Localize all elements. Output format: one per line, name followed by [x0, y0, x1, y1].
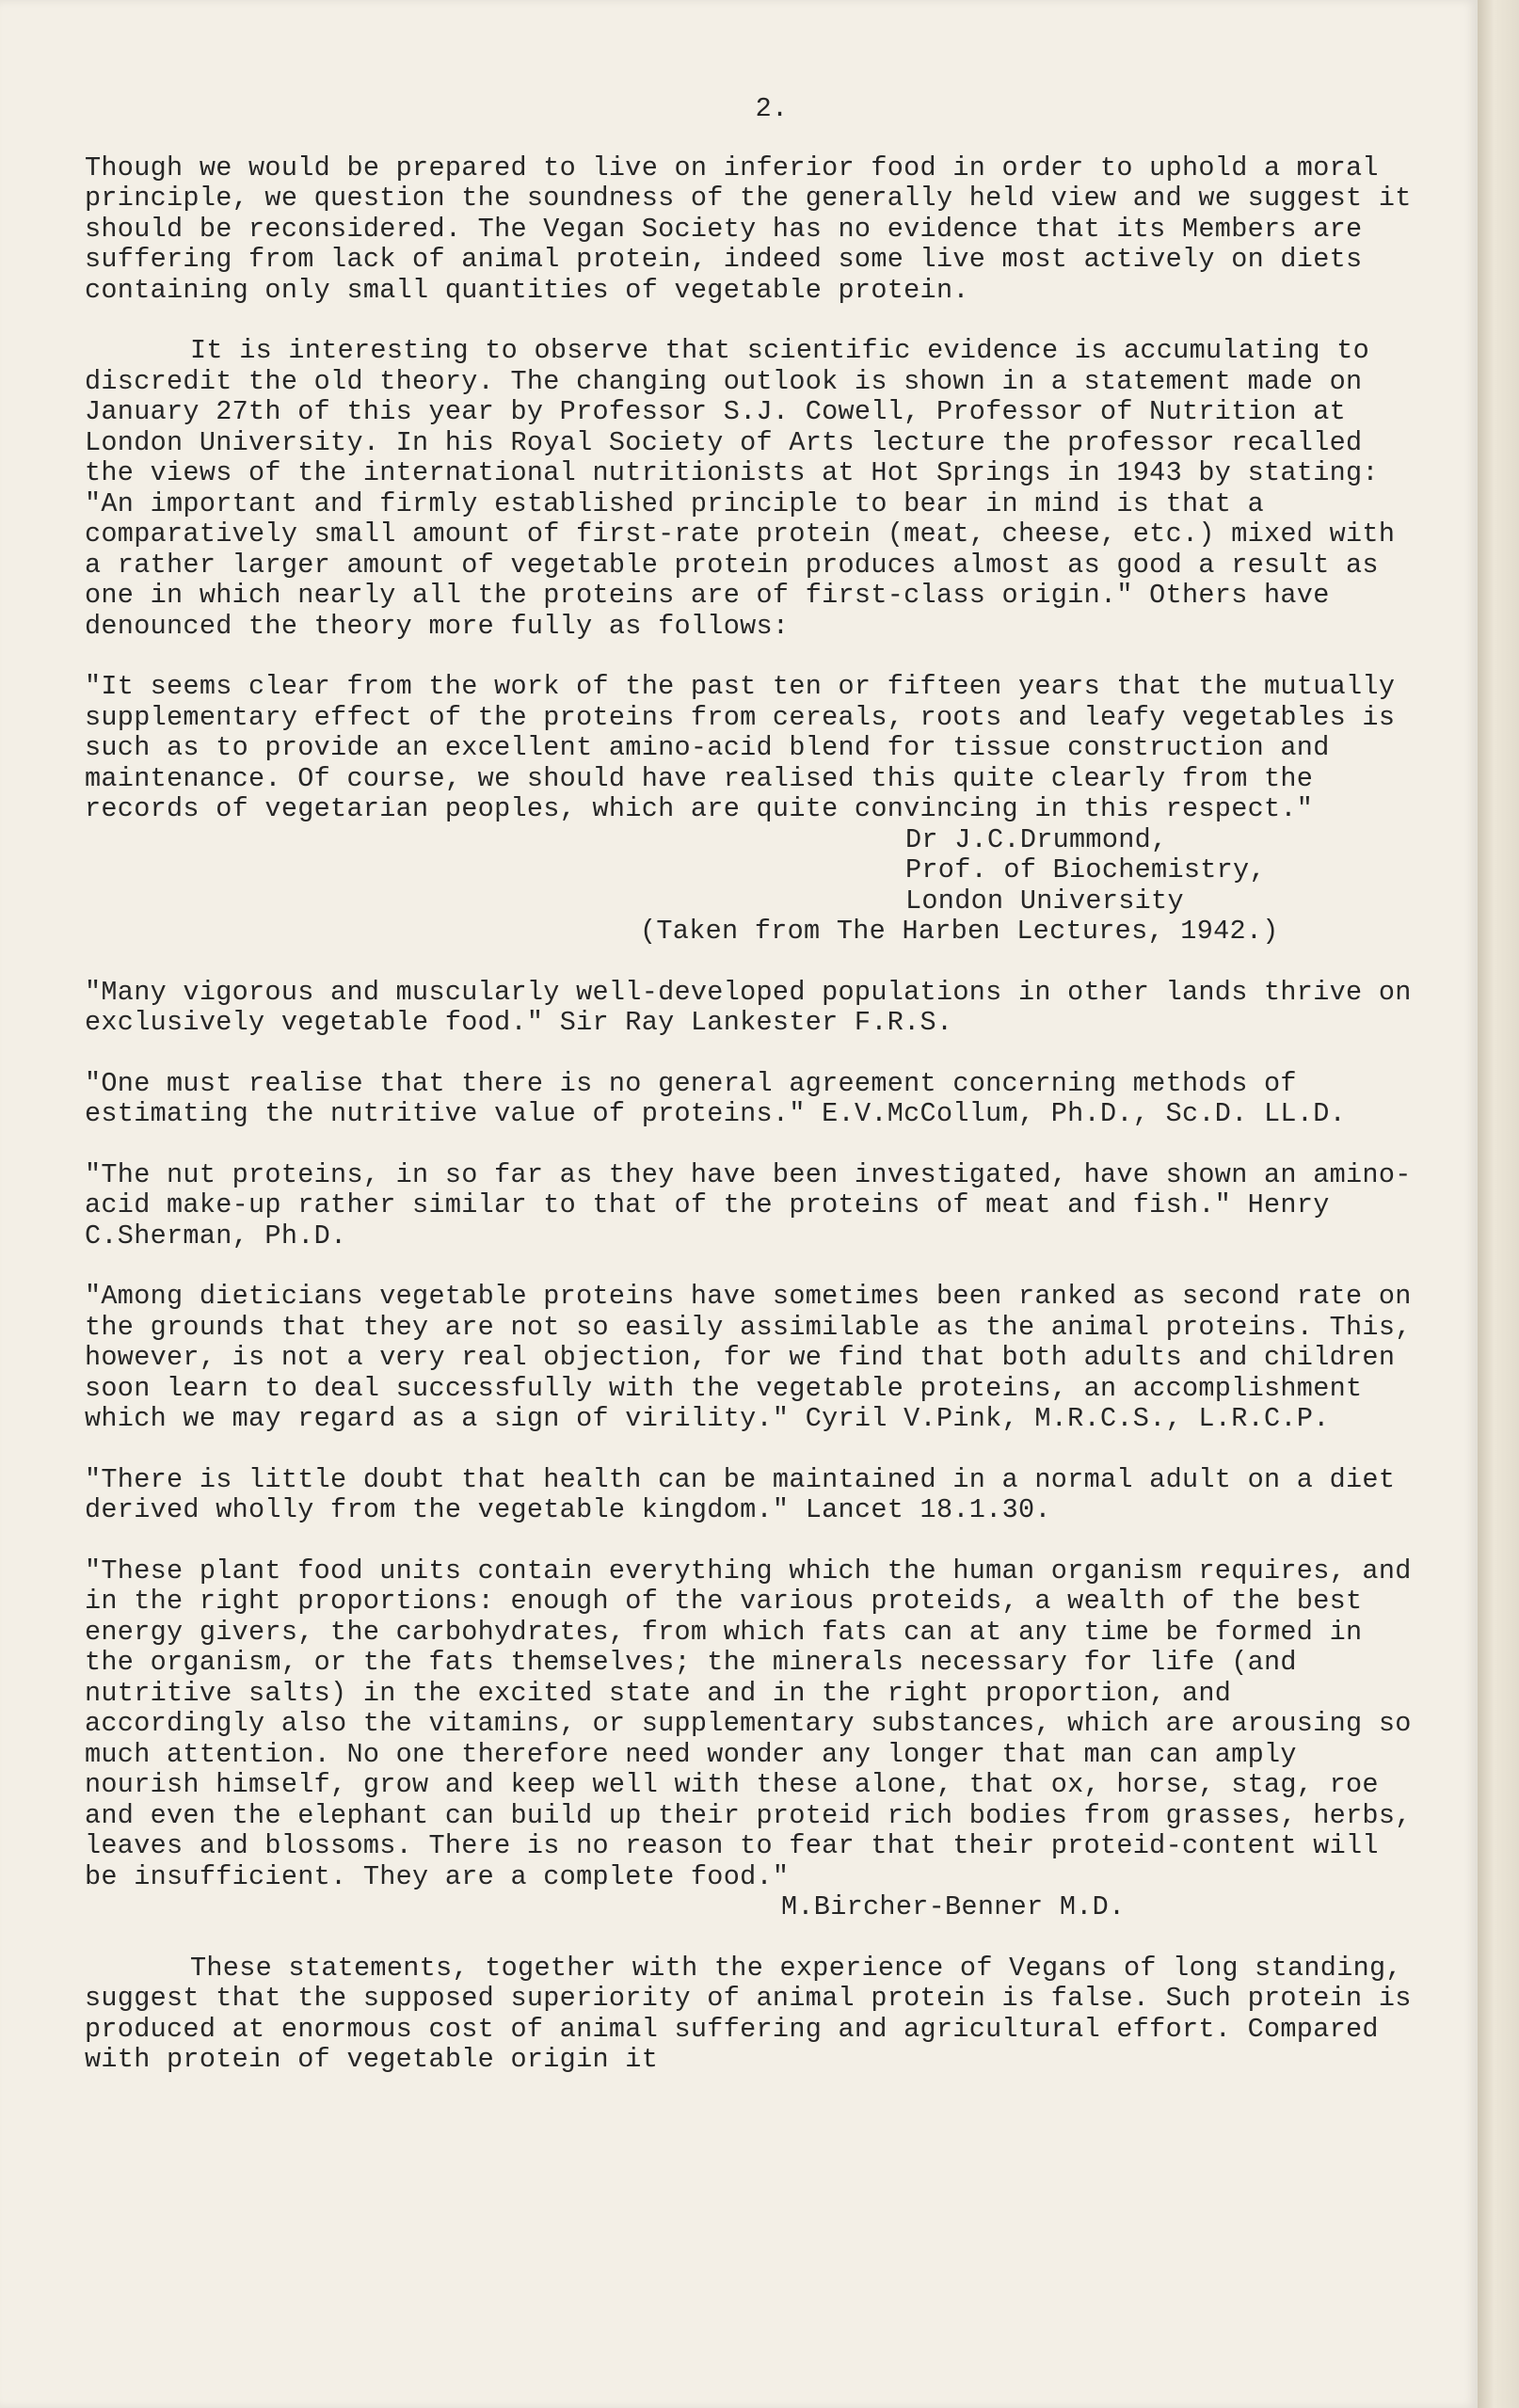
- quote-attribution-institution: London University: [905, 885, 1184, 917]
- quote-bircher-benner: [85, 1556, 1421, 1923]
- quote-sherman: [85, 1160, 1421, 1252]
- quote-drummond: [85, 672, 1421, 948]
- quote-text: "There is little doubt that health can be maintained in a normal adult on a diet derived wholly from the vegetable kingdom.": [85, 1463, 1396, 1525]
- quote-text: "These plant food units contain everything which the human organism requires, and in the right proportions: enough of the various proteids, a wealth of the best energy givers, the carbohydrates, from which fats can at any time be formed in the organism, or the fats themselves; the minerals necessary for life (and nutritive salts) in the excited state and in the right proportion, and accordingly also the vitamins, or supplementary substances, which are arousing so much attention. No one therefore need wonder any longer that man can amply nourish himself, grow and keep well with these alone, that ox, horse, stag, roe and even the elephant can build up their proteid rich bodies from grasses, herbs, leaves and blossoms. There is no reason to fear that their proteid-content will be insufficient. They are a complete food.": [85, 1555, 1412, 1892]
- quote-attribution: Lancet 18.1.30.: [805, 1494, 1051, 1525]
- quote-attribution-title: Prof. of Biochemistry,: [905, 854, 1266, 885]
- paragraph-conclusion: These statements, together with the experience of Vegans of long standing, suggest that the supposed superiority of animal protein is false. Such protein is produced at enormous cost of animal suffering and agricultural effort. Compared with protein of vegetable origin it: [85, 1952, 1412, 2075]
- paragraph-scientific-evidence: It is interesting to observe that scientific evidence is accumulating to discredit the old theory. The changing outlook is shown in a statement made on January 27th of this year by Professor S.J. Cowell, Professor of Nutrition at London University. In his Royal Society of Arts lecture the professor recalled the views of the international nutritionists at Hot Springs in 1943 by stating: "An important and firmly established principle to bear in mind is that a comparatively small amount of first-rate protein (meat, cheese, etc.) mixed with a rather larger amount of vegetable protein produces almost as good a result as one in which nearly all the proteins are of first-class origin." Others have denounced the theory more fully as follows:: [85, 335, 1396, 642]
- quote-text: "Many vigorous and muscularly well-developed populations in other lands thrive on exclusively vegetable food.": [85, 976, 1412, 1038]
- paragraph-intro: Though we would be prepared to live on inferior food in order to uphold a moral principle, we question the soundness of the generally held view and we suggest it should be reconsidered. The Vegan Society has no evidence that its Members are suffering from lack of animal protein, indeed some live most actively on diets containing only small quantities of vegetable protein.: [85, 151, 1412, 306]
- quote-attribution: Henry C.Sherman, Ph.D.: [85, 1189, 1330, 1252]
- quote-text: "Among dieticians vegetable proteins have sometimes been ranked as second rate on the grounds that they are not so easily assimilable as the animal proteins. This, however, is not a very real objection, for we find that both adults and children soon learn to deal successfully with the vegetable proteins, an accomplishment which we may regard as a sign of virility.": [85, 1281, 1412, 1434]
- document-page: [85, 94, 1421, 2076]
- quote-text: "It seems clear from the work of the past ten or fifteen years that the mutually supplementary effect of the proteins from cereals, roots and leafy vegetables is such as to provide an excellent amino-acid blend for tissue construction and maintenance. Of course, we should have realised this quite clearly from the records of vegetarian peoples, which are quite convincing in this respect.": [85, 671, 1396, 824]
- quote-attribution: E.V.McCollum, Ph.D., Sc.D. LL.D.: [822, 1098, 1347, 1129]
- quote-text: "The nut proteins, in so far as they have been investigated, have shown an amino-acid make-up rather similar to that of the proteins of meat and fish.": [85, 1158, 1412, 1220]
- quote-attribution-source: (Taken from The Harben Lectures, 1942.): [640, 916, 1279, 947]
- page-number: 2.: [755, 93, 789, 124]
- quote-lankester: [85, 978, 1421, 1039]
- quote-attribution: M.Bircher-Benner M.D.: [781, 1891, 1126, 1922]
- binding-edge: [1478, 0, 1519, 2408]
- quote-lancet: [85, 1465, 1421, 1526]
- quote-mccollum: [85, 1069, 1421, 1130]
- quote-attribution: Sir Ray Lankester F.R.S.: [559, 1007, 953, 1038]
- quote-pink: [85, 1282, 1421, 1435]
- quote-text: "One must realise that there is no general agreement concerning methods of estimating the nutritive value of proteins.": [85, 1067, 1297, 1129]
- quote-attribution: Cyril V.Pink, M.R.C.S., L.R.C.P.: [805, 1403, 1330, 1434]
- quote-attribution-name: Dr J.C.Drummond,: [905, 823, 1168, 855]
